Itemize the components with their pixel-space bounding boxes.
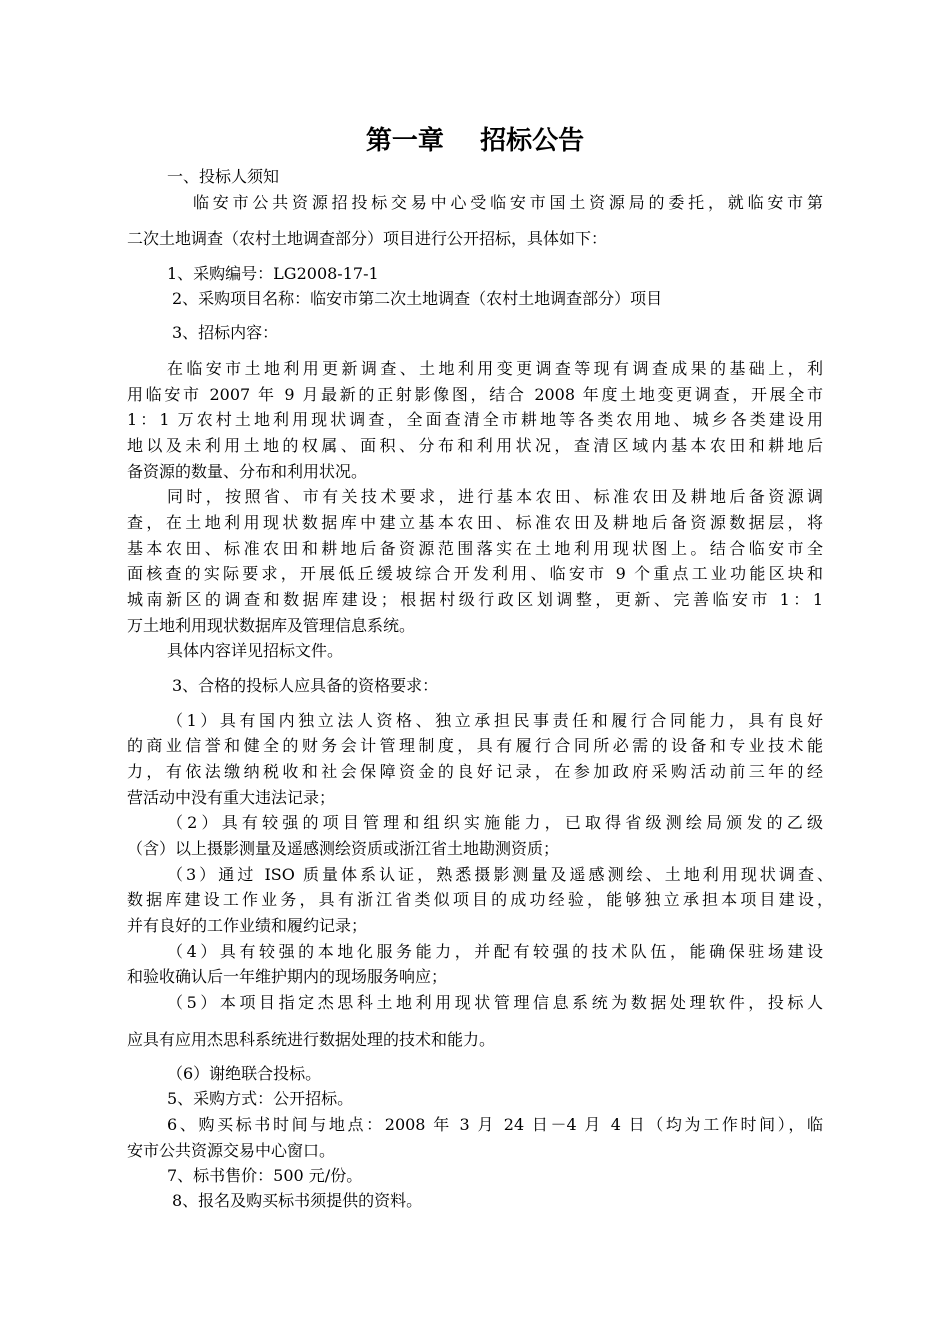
- list-item: 7、标书售价：500 元/份。: [167, 1166, 363, 1185]
- paragraph-line: （1）具有国内独立法人资格、独立承担民事责任和履行合同能力，具有良好: [167, 711, 823, 730]
- list-item: 1、采购编号：LG2008-17-1: [167, 264, 379, 283]
- chapter-title: 第一章 招标公告: [365, 126, 585, 156]
- paragraph-line: 营活动中没有重大违法记录；: [127, 788, 336, 807]
- paragraph-line: 应具有应用杰思科系统进行数据处理的技术和能力。: [127, 1030, 496, 1049]
- paragraph-line: 在临安市土地利用更新调查、土地利用变更调查等现有调查成果的基础上，利: [167, 359, 823, 378]
- paragraph-line: 并有良好的工作业绩和履约记录；: [127, 916, 368, 935]
- paragraph-line: （3）通过 ISO 质量体系认证，熟悉摄影测量及遥感测绘、土地利用现状调查、: [167, 865, 833, 884]
- paragraph-line: （2）具有较强的项目管理和组织实施能力，已取得省级测绘局颁发的乙级: [167, 813, 823, 832]
- paragraph-line: 安市公共资源交易中心窗口。: [127, 1141, 336, 1160]
- paragraph-line: 二次土地调查（农村土地调查部分）项目进行公开招标，具体如下：: [127, 229, 608, 248]
- list-item: 8、报名及购买标书须提供的资料。: [172, 1191, 423, 1210]
- paragraph-line: 的商业信誉和健全的财务会计管理制度，具有履行合同所必需的设备和专业技术能: [127, 736, 823, 755]
- paragraph-line: 备资源的数量、分布和利用状况。: [127, 462, 368, 481]
- section-heading: 3、合格的投标人应具备的资格要求：: [172, 676, 439, 695]
- paragraph-line: 地以及未利用土地的权属、面积、分布和利用状况，查清区域内基本农田和耕地后: [127, 436, 823, 455]
- paragraph-line: 具体内容详见招标文件。: [167, 641, 344, 660]
- paragraph-line: 面核查的实际要求，开展低丘缓坡综合开发利用、临安市 9 个重点工业功能区块和: [127, 564, 823, 583]
- paragraph-line: 和验收确认后一年维护期内的现场服务响应；: [127, 967, 448, 986]
- paragraph-line: （4）具有较强的本地化服务能力，并配有较强的技术队伍，能确保驻场建设: [167, 942, 823, 961]
- paragraph-line: 查，在土地利用现状数据库中建立基本农田、标准农田及耕地后备资源数据层，将: [127, 513, 823, 532]
- paragraph-line: 同时，按照省、市有关技术要求，进行基本农田、标准农田及耕地后备资源调: [167, 487, 823, 506]
- paragraph-line: （5）本项目指定杰思科土地利用现状管理信息系统为数据处理软件，投标人: [167, 993, 823, 1012]
- paragraph-line: 基本农田、标准农田和耕地后备资源范围落实在土地利用现状图上。结合临安市全: [127, 539, 823, 558]
- paragraph-line: 1：1 万农村土地利用现状调查，全面查清全市耕地等各类农用地、城乡各类建设用: [127, 410, 823, 429]
- list-item: （6）谢绝联合投标。: [167, 1064, 322, 1083]
- paragraph-line: 临安市公共资源招投标交易中心受临安市国土资源局的委托，就临安市第: [193, 193, 823, 212]
- paragraph-line: 数据库建设工作业务，具有浙江省类似项目的成功经验，能够独立承担本项目建设，: [127, 890, 833, 909]
- paragraph-line: 力，有依法缴纳税收和社会保障资金的良好记录，在参加政府采购活动前三年的经: [127, 762, 823, 781]
- section-heading: 一、投标人须知: [167, 167, 280, 186]
- list-item: 2、采购项目名称：临安市第二次土地调查（农村土地调查部分）项目: [172, 289, 663, 308]
- list-item: 6、购买标书时间与地点：2008 年 3 月 24 日－4 月 4 日（均为工作时间），临: [167, 1115, 823, 1134]
- paragraph-line: 城南新区的调查和数据库建设；根据村级行政区划调整，更新、完善临安市 1：1: [127, 590, 823, 609]
- paragraph-line: （含）以上摄影测量及遥感测绘资质或浙江省土地勘测资质；: [127, 839, 560, 858]
- paragraph-line: 万土地利用现状数据库及管理信息系统。: [127, 616, 416, 635]
- list-item: 3、招标内容：: [172, 323, 279, 342]
- paragraph-line: 用临安市 2007 年 9 月最新的正射影像图，结合 2008 年度土地变更调查，开展全市: [127, 385, 823, 404]
- list-item: 5、采购方式：公开招标。: [167, 1089, 354, 1108]
